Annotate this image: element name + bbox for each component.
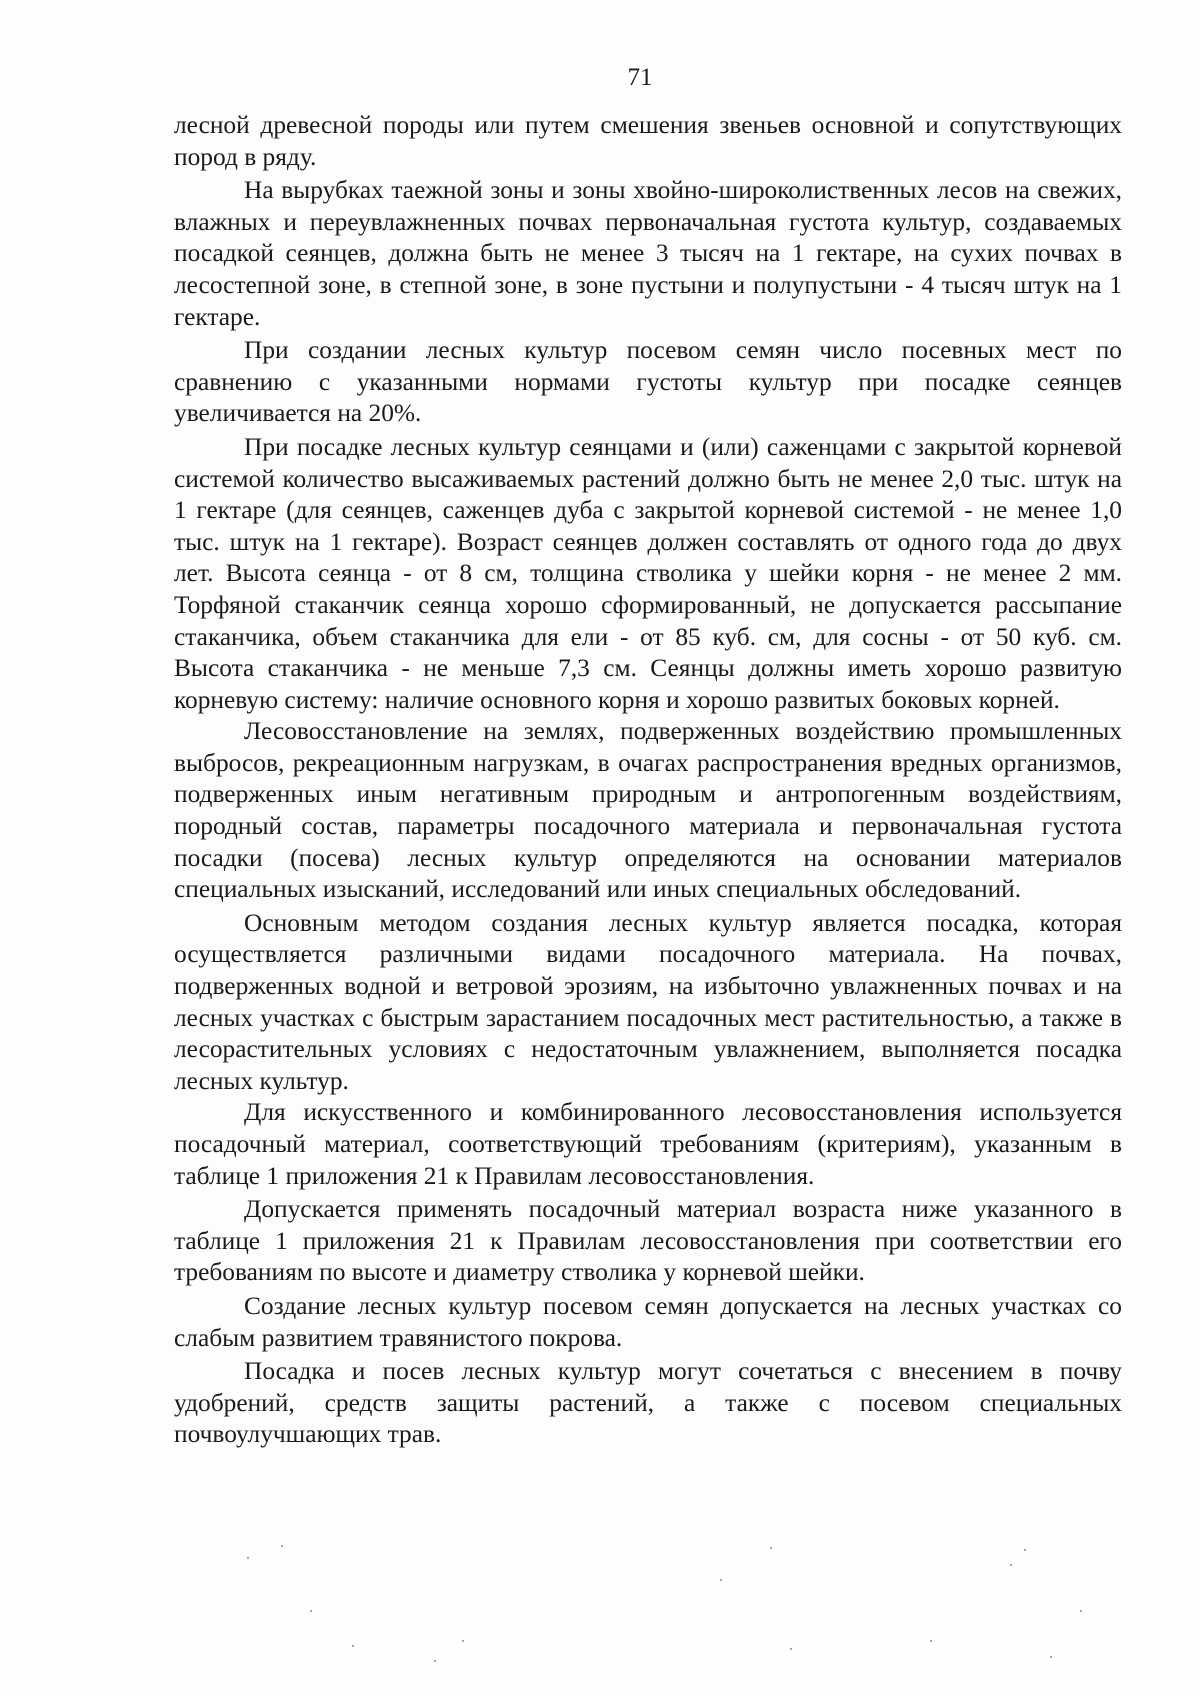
paragraph: Допускается применять посадочный материал возраста ниже указанного в таблице 1 приложения 21 к Правилам лесовосстановления при соответствии его требованиям по высоте и диаметру стволика у корневой шейки. bbox=[174, 1195, 1122, 1287]
paragraph: На вырубках таежной зоны и зоны хвойно-широколиственных лесов на свежих, влажных и переувлажненных почвах первоначальная густота культур, создаваемых посадкой сеянцев, должна быть не менее 3 тысяч на 1 гектаре, на сухих почвах в лесостепной зоне, в степной зоне, в зоне пустыни и полупустыни - 4 тысяч штук на 1 гектаре. bbox=[174, 176, 1122, 331]
paragraph: Для искусственного и комбинированного лесовосстановления используется посадочный материал, соответствующий требованиям (критериям), указанным в таблице 1 приложения 21 к Правилам лесовосстановления. bbox=[174, 1098, 1122, 1190]
scan-speck bbox=[1080, 1610, 1082, 1612]
paragraph: Создание лесных культур посевом семян допускается на лесных участках со слабым развитием травянистого покрова. bbox=[174, 1291, 1122, 1352]
scan-speck bbox=[310, 1610, 312, 1612]
scan-speck bbox=[1024, 1549, 1026, 1551]
scan-speck bbox=[462, 1640, 464, 1642]
scan-speck bbox=[434, 1660, 436, 1662]
paragraph: Лесовосстановление на землях, подверженных воздействию промышленных выбросов, рекреационным нагрузкам, в очагах распространения вредных организмов, подверженных иным негативным природным и антропогенным воздействиям, породный состав, параметры посадочного материала и первоначальная густота посадки (посева) лесных культур определяются на основании материалов специальных изысканий, исследований или иных специальных обследований. bbox=[174, 717, 1122, 904]
scan-speck bbox=[790, 1648, 792, 1650]
scan-speck bbox=[1010, 1564, 1012, 1566]
paragraph: При создании лесных культур посевом семян число посевных мест по сравнению с указанными нормами густоты культур при посадке сеянцев увеличивается на 20%. bbox=[174, 336, 1122, 428]
scan-speck bbox=[281, 1545, 283, 1547]
scan-speck bbox=[770, 1547, 772, 1549]
scan-speck bbox=[930, 1640, 932, 1642]
scan-speck bbox=[1050, 1656, 1052, 1658]
body-text bbox=[174, 110, 1122, 1451]
paragraph: При посадке лесных культур сеянцами и (или) саженцами с закрытой корневой системой количество высаживаемых растений должно быть не менее 2,0 тыс. штук на 1 гектаре (для сеянцев, саженцев дуба с закрытой корневой системой - не менее 1,0 тыс. штук на 1 гектаре). Возраст сеянцев должен составлять от одного года до двух лет. Высота сеянца - от 8 см, толщина стволика у шейки корня - не менее 2 мм. Торфяной стаканчик сеянца хорошо сформированный, не допускается рассыпание стаканчика, объем стаканчика для ели - от 85 куб. см, для сосны - от 50 куб. см. Высота стаканчика - не меньше 7,3 см. Сеянцы должны иметь хорошо развитую корневую систему: наличие основного корня и хорошо развитых боковых корней. bbox=[174, 432, 1122, 714]
scan-speck bbox=[720, 1579, 722, 1581]
scan-speck bbox=[247, 1557, 249, 1559]
paragraph: Посадка и посев лесных культур могут сочетаться с внесением в почву удобрений, средств защиты растений, а также с посевом специальных почвоулучшающих трав. bbox=[174, 1357, 1122, 1449]
page-number: 71 bbox=[627, 64, 653, 91]
paragraph: Основным методом создания лесных культур является посадка, которая осуществляется различными видами посадочного материала. На почвах, подверженных водной и ветровой эрозиям, на избыточно увлажненных почвах и на лесных участках с быстрым зарастанием посадочных мест растительностью, а также в лесорастительных условиях с недостаточным увлажнением, выполняется посадка лесных культур. bbox=[174, 908, 1122, 1095]
scan-speck bbox=[352, 1645, 354, 1647]
paragraph-continuation: лесной древесной породы или путем смешения звеньев основной и сопутствующих пород в ряду. bbox=[174, 111, 1122, 171]
